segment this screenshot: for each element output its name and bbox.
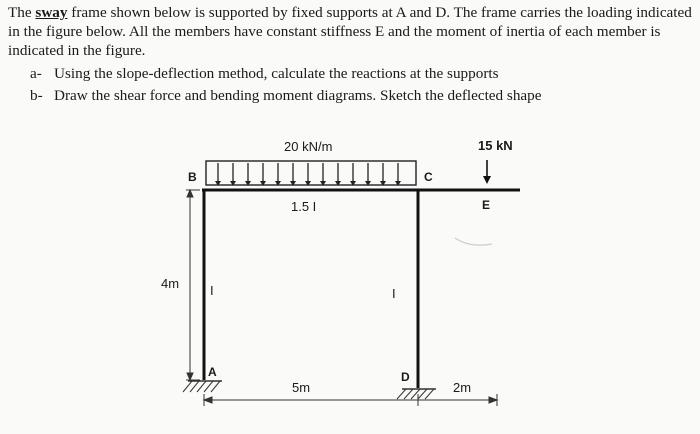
node-e-label: E [482, 198, 491, 212]
udl-label: 20 kN/m [284, 139, 333, 154]
height-label: 4m [161, 276, 180, 291]
node-a-label: A [208, 365, 217, 379]
point-load-arrow [483, 160, 491, 184]
right-column-inertia-label: I [392, 286, 396, 301]
node-d-label: D [401, 370, 410, 384]
sway-word: sway [35, 4, 68, 21]
span-dimension [204, 394, 497, 406]
fixed-support-a [183, 381, 222, 392]
intro-after: frame shown below is supported by fixed supports at A and D. The frame carries the loading indicated in the figure below. All the members have constant stiffness E and the moment of inertia of each member is indicated in the figure. [8, 4, 692, 59]
node-c-label: C [424, 170, 433, 184]
intro-before: The [8, 4, 32, 21]
overhang-label: 2m [453, 380, 472, 395]
task-text: Using the slope-deflection method, calculate the reactions at the supports [54, 65, 499, 82]
task-mark: a- [30, 65, 42, 82]
faint-mark [455, 238, 492, 245]
beam-inertia-label: 1.5 I [291, 199, 317, 214]
point-load-label: 15 kN [478, 138, 513, 153]
fixed-support-d [397, 389, 436, 399]
left-column-inertia-label: I [210, 283, 214, 298]
node-b-label: B [188, 170, 197, 184]
span-label: 5m [292, 380, 311, 395]
task-text: Draw the shear force and bending moment diagrams. Sketch the deflected shape [54, 87, 542, 104]
distributed-load [206, 161, 416, 186]
task-mark: b- [30, 87, 43, 104]
height-dimension [186, 190, 200, 380]
